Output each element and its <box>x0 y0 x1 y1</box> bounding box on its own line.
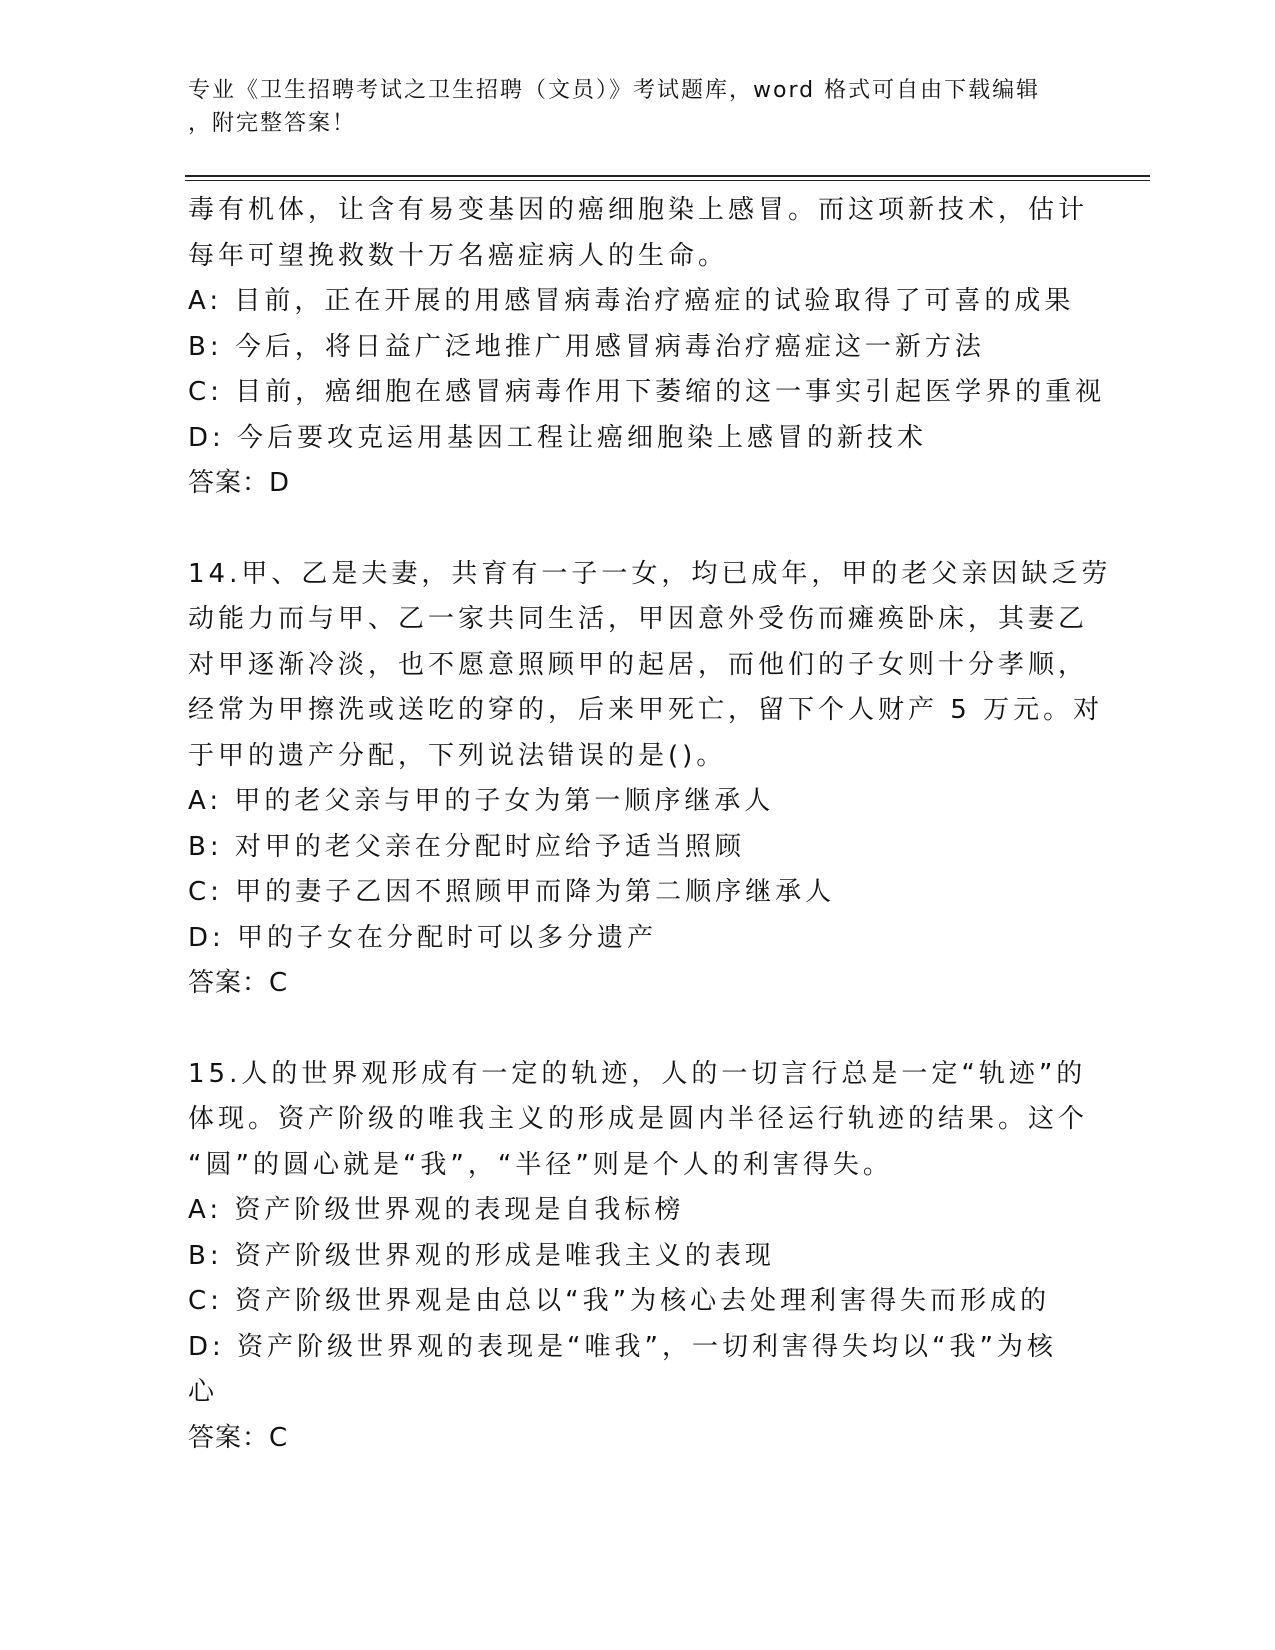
option-a: A: 甲的老父亲与甲的子女为第一顺序继承人 <box>188 786 775 816</box>
question-text-line: 体现。资产阶级的唯我主义的形成是圆内半径运行轨迹的结果。这个 <box>188 1104 1089 1134</box>
option-d-continuation: 心 <box>188 1377 219 1407</box>
option-c: C: 目前，癌细胞在感冒病毒作用下萎缩的这一事实引起医学界的重视 <box>188 377 1106 407</box>
header-divider-thin <box>185 180 1150 181</box>
question-13 <box>188 188 1106 507</box>
answer-line: 答案：C <box>188 1422 289 1453</box>
question-text-line: 动能力而与甲、乙一家共同生活，甲因意外受伤而瘫痪卧床，其妻乙 <box>188 604 1089 634</box>
question-text-line: 14.甲、乙是夫妻，共育有一子一女，均已成年，甲的老父亲因缺乏劳 <box>188 558 1112 589</box>
option-d: D: 资产阶级世界观的表现是“唯我”，一切利害得失均以“我”为核 <box>188 1331 1057 1362</box>
header-divider-thick <box>185 175 1150 177</box>
option-c: C: 甲的妻子乙因不照顾甲而降为第二顺序继承人 <box>188 877 836 907</box>
option-d: D: 今后要攻克运用基因工程让癌细胞染上感冒的新技术 <box>188 422 928 453</box>
answer-line: 答案：D <box>188 468 291 498</box>
question-text-line: 于甲的遗产分配，下列说法错误的是()。 <box>188 740 727 771</box>
question-text-line: 对甲逐渐冷淡，也不愿意照顾甲的起居，而他们的子女则十分孝顺， <box>188 649 1089 680</box>
option-b: B: 对甲的老父亲在分配时应给予适当照顾 <box>188 831 745 862</box>
option-b: B: 资产阶级世界观的形成是唯我主义的表现 <box>188 1240 775 1271</box>
question-text-line: 经常为甲擦洗或送吃的穿的，后来甲死亡，留下个人财产 5 万元。对 <box>188 695 1104 725</box>
question-14 <box>188 552 1112 1007</box>
answer-line: 答案：C <box>188 968 289 998</box>
spacer <box>188 1007 1088 1052</box>
question-text-line: 毒有机体，让含有易变基因的癌细胞染上感冒。而这项新技术，估计 <box>188 195 1089 225</box>
option-a: A: 目前，正在开展的用感冒病毒治疗癌症的试验取得了可喜的成果 <box>188 286 1075 316</box>
option-a: A: 资产阶级世界观的表现是自我标榜 <box>188 1195 685 1225</box>
document-header <box>188 74 1068 140</box>
question-text-line: 每年可望挽救数十万名癌症病人的生命。 <box>188 240 729 271</box>
spacer <box>188 507 1088 552</box>
option-d: D: 甲的子女在分配时可以多分遗产 <box>188 922 658 953</box>
question-15 <box>188 1052 1088 1462</box>
option-c: C: 资产阶级世界观是由总以“我”为核心去处理利害得失而形成的 <box>188 1286 1051 1316</box>
question-text-line: “圆”的圆心就是“我”，“半径”则是个人的利害得失。 <box>188 1149 893 1180</box>
question-content <box>188 188 1112 1461</box>
header-title-line-2: ，附完整答案！ <box>188 111 357 136</box>
option-b: B: 今后，将日益广泛地推广用感冒病毒治疗癌症这一新方法 <box>188 331 985 362</box>
header-title-line-1: 专业《卫生招聘考试之卫生招聘（文员）》考试题库，word 格式可自由下载编辑 <box>188 78 1041 103</box>
question-text-line: 15.人的世界观形成有一定的轨迹，人的一切言行总是一定“轨迹”的 <box>188 1058 1087 1089</box>
